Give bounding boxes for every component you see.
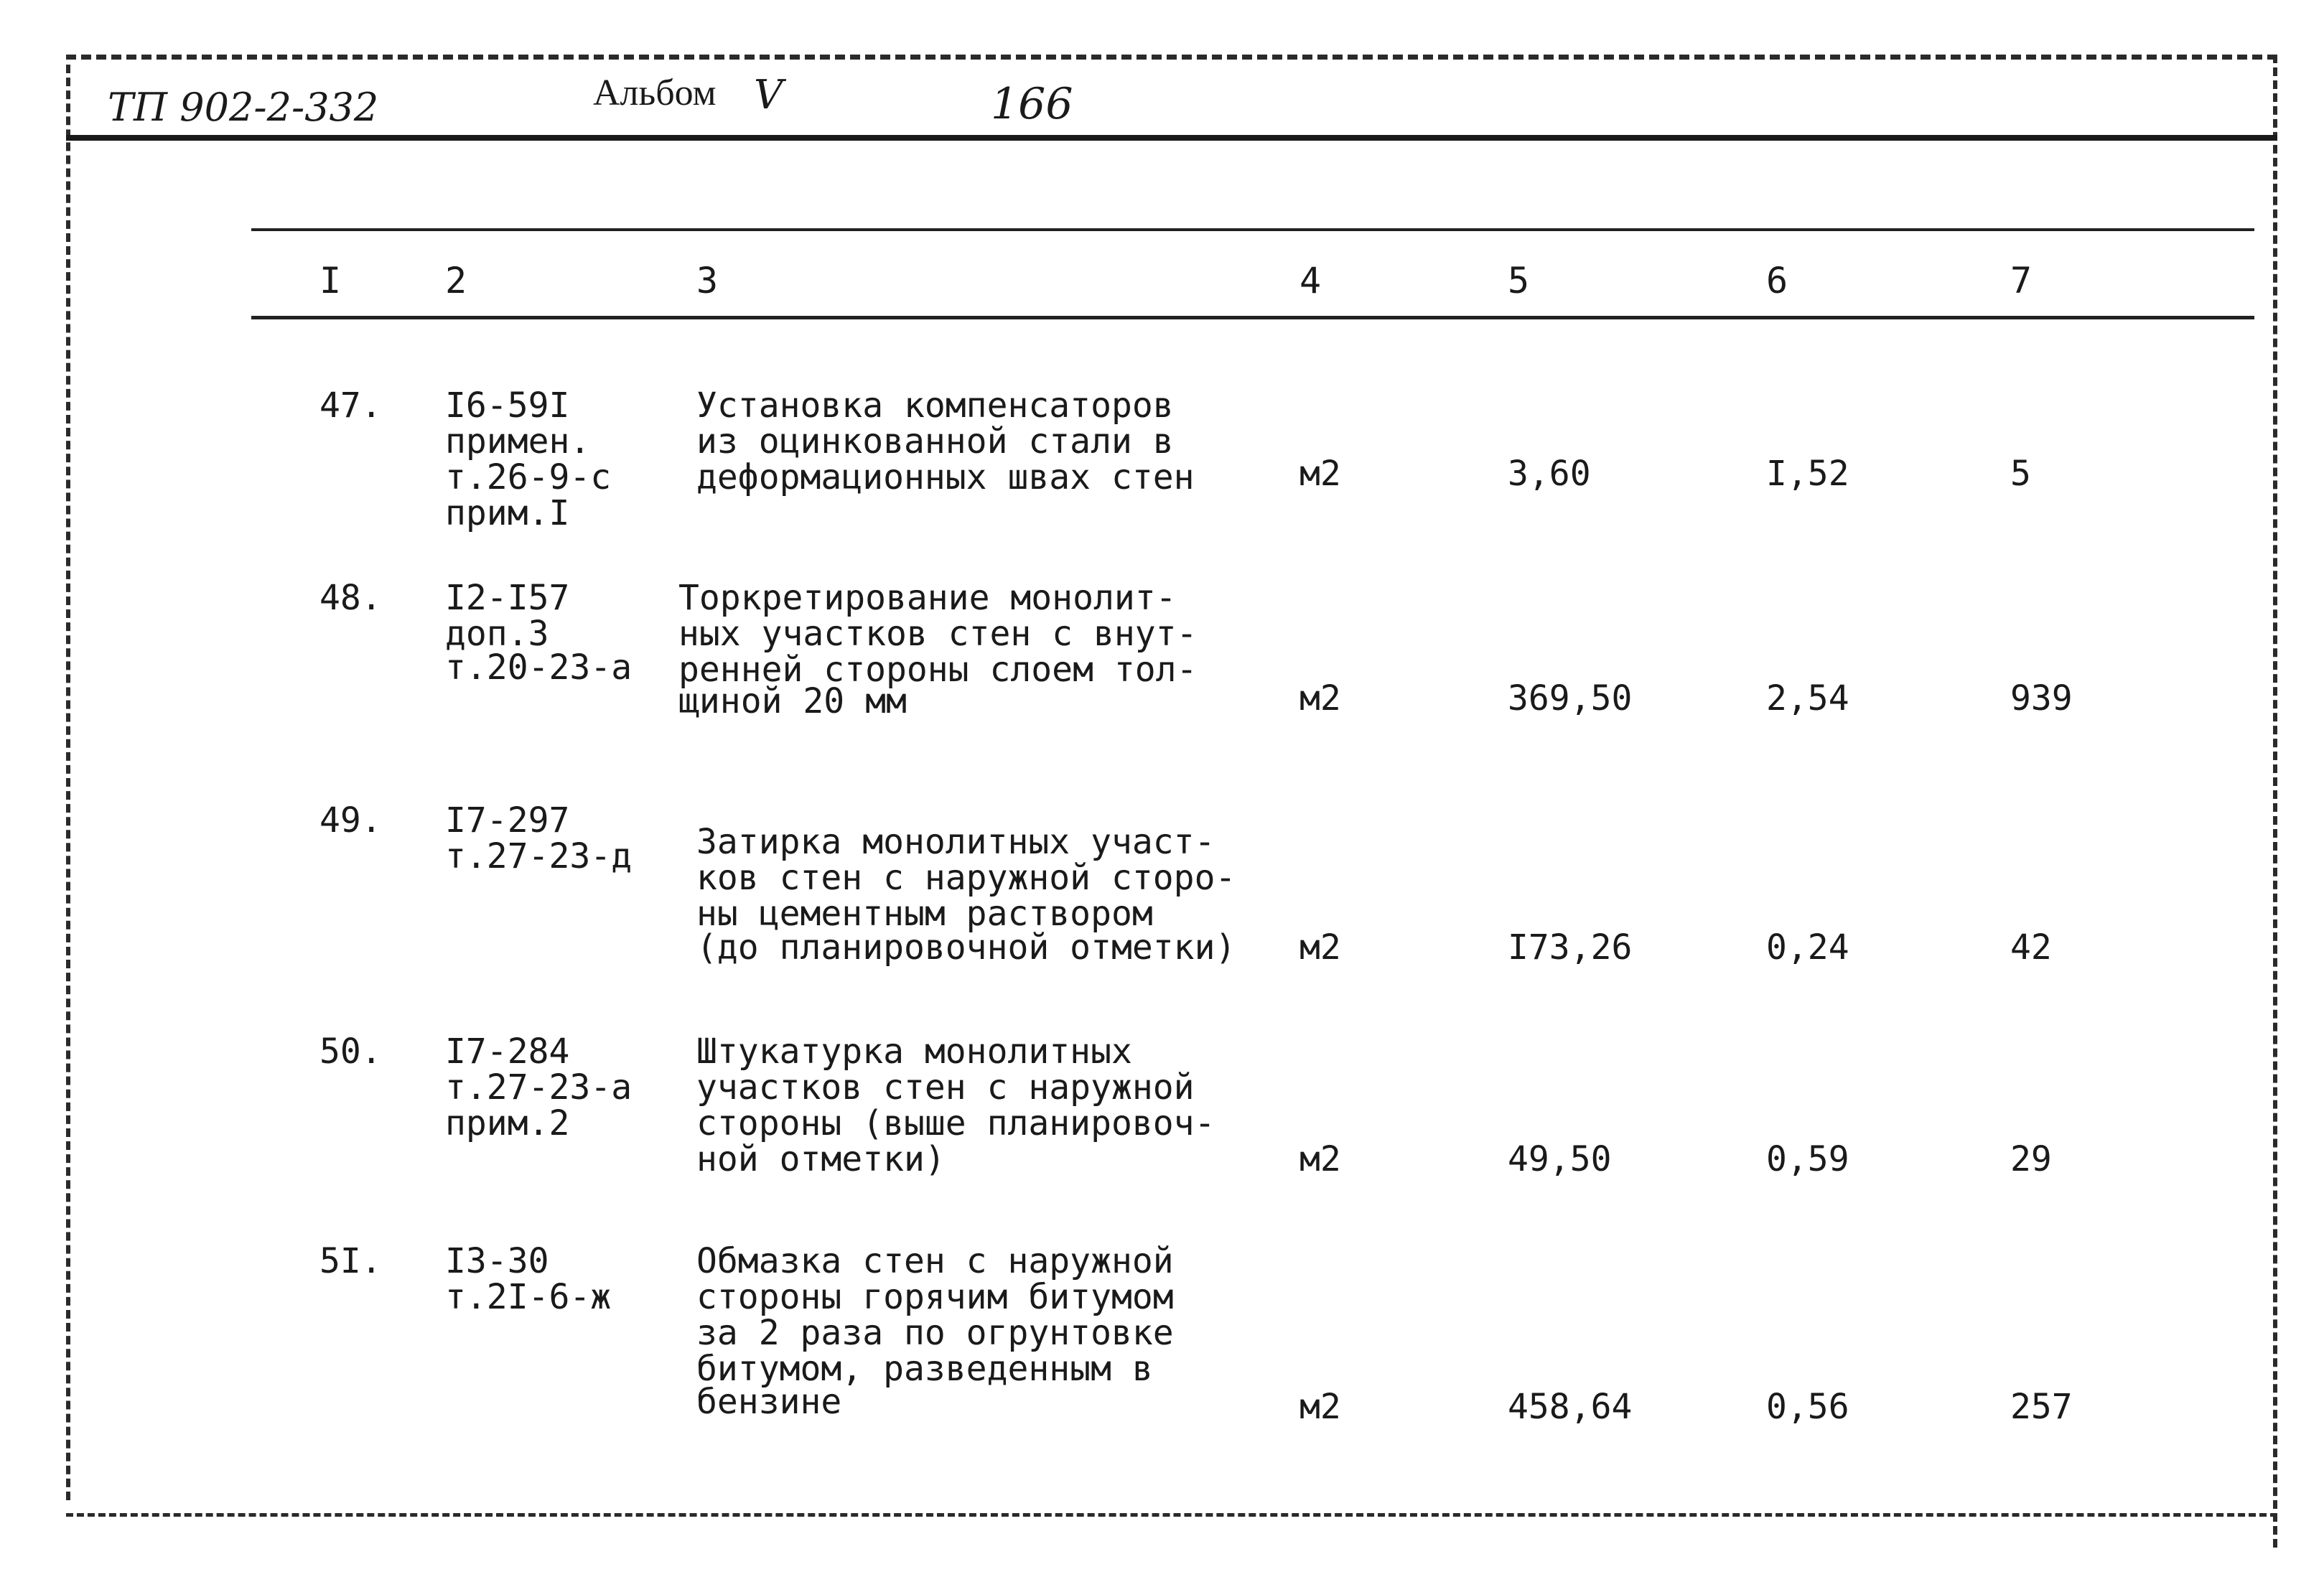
row-description-line: Обмазка стен с наружной (696, 1241, 1174, 1281)
column-header-7: 7 (2010, 260, 2033, 301)
row-price: I,52 (1766, 454, 1849, 494)
row-description-line: ны цементным раствором (696, 894, 1153, 934)
row-price: 0,59 (1766, 1139, 1849, 1179)
row-description-line: щиной 20 мм (678, 681, 907, 721)
row-code-line: доп.3 (445, 614, 549, 654)
row-description-line: стороны горячим битумом (696, 1277, 1174, 1317)
frame-bottom-line (66, 1513, 2277, 1517)
row-code-line: I7-297 (445, 800, 570, 841)
row-total: 5 (2010, 454, 2031, 494)
row-total: 939 (2010, 678, 2073, 719)
row-code-line: т.27-23-д (445, 836, 633, 876)
row-description-line: бензине (696, 1382, 842, 1422)
row-code-line: I7-284 (445, 1031, 570, 1072)
row-code-line: I2-I57 (445, 578, 570, 618)
row-number: 5I. (319, 1241, 382, 1281)
frame-left-line (66, 65, 70, 1500)
column-header-4: 4 (1299, 260, 1322, 301)
row-unit: м2 (1299, 927, 1341, 968)
frame-top-line (66, 55, 2277, 60)
row-code-line: прим.2 (445, 1103, 570, 1143)
album-label: Альбом (593, 72, 717, 113)
row-code-line: т.20-23-а (445, 647, 633, 688)
row-number: 47. (319, 385, 382, 426)
row-description-line: деформационных швах стен (696, 457, 1195, 497)
row-quantity: 3,60 (1508, 454, 1591, 494)
row-code-line: I3-30 (445, 1241, 549, 1281)
row-description-line: из оцинкованной стали в (696, 421, 1174, 462)
row-total: 42 (2010, 927, 2052, 968)
row-code-line: т.2I-6-ж (445, 1277, 612, 1317)
row-description-line: битумом, разведенным в (696, 1349, 1153, 1389)
row-quantity: 49,50 (1508, 1139, 1612, 1179)
row-total: 257 (2010, 1387, 2073, 1427)
row-description-line: стороны (выше планировоч- (696, 1103, 1215, 1143)
row-description-line: Затирка монолитных участ- (696, 822, 1215, 862)
row-description-line: ных участков стен с внут- (678, 614, 1198, 654)
row-unit: м2 (1299, 678, 1341, 719)
row-price: 0,56 (1766, 1387, 1849, 1427)
row-code-line: примен. (445, 421, 591, 462)
row-number: 48. (319, 578, 382, 618)
row-description-line: за 2 раза по огрунтовке (696, 1313, 1174, 1353)
column-header-3: 3 (696, 260, 719, 301)
row-description-line: ной отметки) (696, 1139, 946, 1179)
row-code-line: I6-59I (445, 385, 570, 426)
row-price: 2,54 (1766, 678, 1849, 719)
column-header-2: 2 (445, 260, 467, 301)
row-number: 50. (319, 1031, 382, 1072)
column-header-1: I (319, 260, 342, 301)
row-number: 49. (319, 800, 382, 841)
row-unit: м2 (1299, 1387, 1341, 1427)
row-description-line: ренней стороны слоем тол- (678, 650, 1198, 690)
table-header-rule (251, 316, 2254, 319)
row-description-line: Штукатурка монолитных (696, 1031, 1132, 1072)
row-quantity: 369,50 (1508, 678, 1633, 719)
row-total: 29 (2010, 1139, 2052, 1179)
row-description-line: Торкретирование монолит- (678, 578, 1177, 618)
row-description-line: (до планировочной отметки) (696, 927, 1236, 968)
row-description-line: ков стен с наружной сторо- (696, 858, 1236, 898)
row-quantity: 458,64 (1508, 1387, 1633, 1427)
row-price: 0,24 (1766, 927, 1849, 968)
column-header-5: 5 (1508, 260, 1530, 301)
row-unit: м2 (1299, 454, 1341, 494)
column-header-6: 6 (1766, 260, 1788, 301)
row-description-line: участков стен с наружной (696, 1067, 1195, 1108)
row-code-line: т.26-9-с (445, 457, 612, 497)
row-quantity: I73,26 (1508, 927, 1633, 968)
header-rule (66, 135, 2277, 141)
album-number: V (754, 72, 783, 118)
row-description-line: Установка компенсаторов (696, 385, 1174, 426)
document-code: ТП 902-2-332 (108, 85, 379, 130)
row-code-line: т.27-23-а (445, 1067, 633, 1108)
table-top-rule (251, 228, 2254, 231)
sheet-number: 166 (991, 79, 1073, 129)
row-code-line: прим.I (445, 493, 570, 533)
row-unit: м2 (1299, 1139, 1341, 1179)
frame-right-line (2273, 55, 2277, 1548)
